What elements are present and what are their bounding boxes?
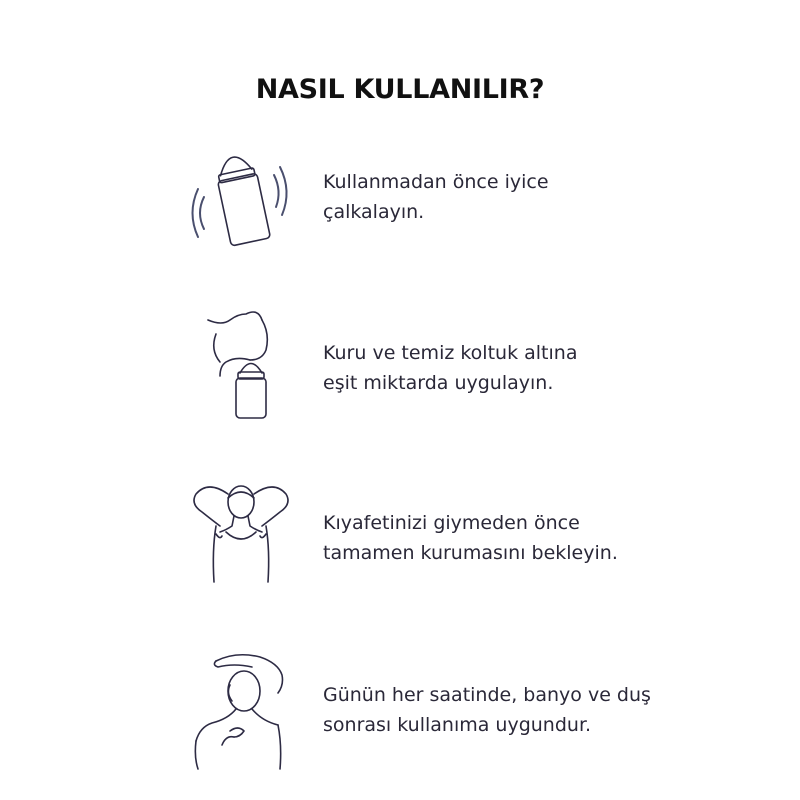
woman-arms-raised-icon [186,470,296,600]
step-dry-text [323,508,763,568]
step-apply-text [323,338,763,398]
step-text-line: eşit miktarda uygulayın. [323,372,554,394]
step-text-line: Kıyafetinizi giymeden önce [323,512,580,534]
page-title: NASIL KULLANILIR? [255,74,545,106]
step-anytime [0,645,800,795]
step-text-line: Günün her saatinde, banyo ve duş [323,684,651,706]
step-apply [0,300,800,450]
step-shake-text [323,167,763,227]
woman-arm-over-head-icon [186,645,296,775]
step-anytime-text [323,680,763,740]
step-dry [0,470,800,620]
shaking-roll-on-icon [186,145,296,275]
roll-on-underarm-icon [186,300,296,430]
step-shake [0,145,800,295]
step-text-line: tamamen kurumasını bekleyin. [323,542,618,564]
step-text-line: sonrası kullanıma uygundur. [323,714,592,736]
step-text-line: Kullanmadan önce iyice [323,171,549,193]
step-text-line: Kuru ve temiz koltuk altına [323,342,578,364]
step-text-line: çalkalayın. [323,201,425,223]
